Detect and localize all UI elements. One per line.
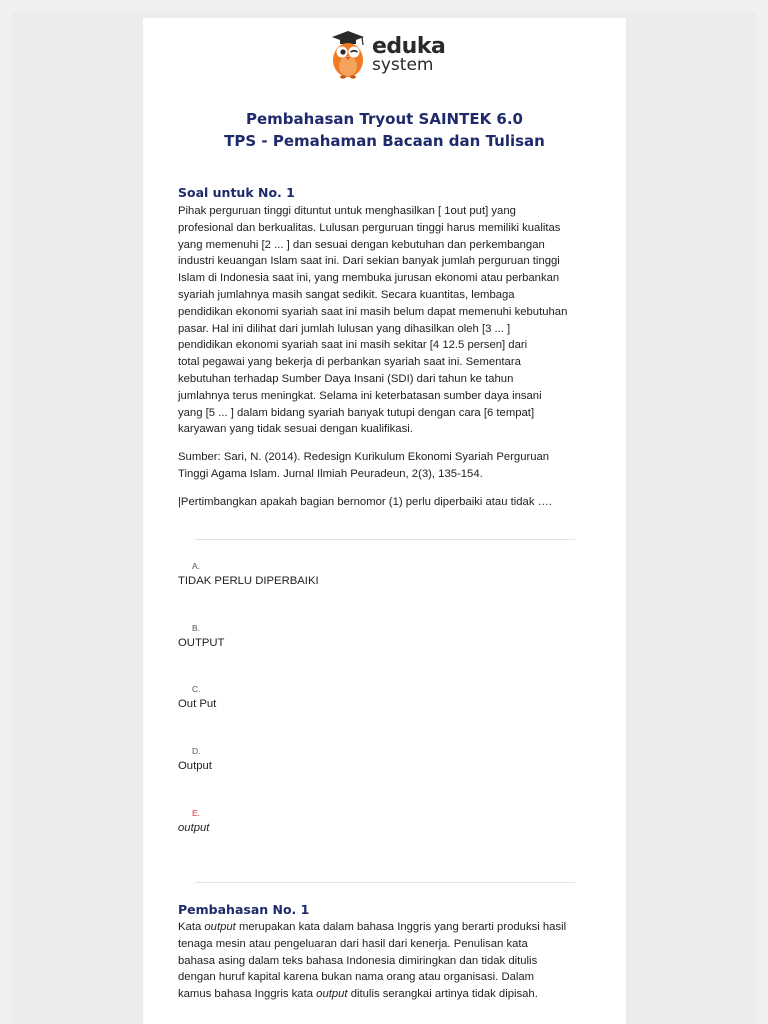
page-title-line2: TPS - Pemahaman Bacaan dan Tulisan xyxy=(224,132,545,150)
passage-line: total pegawai yang bekerja di perbankan syariah saat ini. Sementara xyxy=(178,356,521,369)
source-line: Sumber: Sari, N. (2014). Redesign Kurikulum Ekonomi Syariah Perguruan xyxy=(178,451,550,463)
option-letter: A. xyxy=(192,561,201,571)
explanation-line: dengan huruf kapital karena bukan nama orang atau organisasi. Dalam xyxy=(178,971,535,984)
eduka-logo xyxy=(326,30,446,90)
option-letter: D. xyxy=(192,746,201,756)
explanation-line: tenaga mesin atau pengeluaran dari hasil dari kenerja. Penulisan kata xyxy=(178,937,528,950)
option-text: Output xyxy=(178,760,212,772)
passage-line: pendidikan ekonomi syariah saat ini masih sekitar [4 12.5 persen] dari xyxy=(178,339,528,352)
passage-line: profesional dan berkualitas. Lulusan perguruan tinggi harus memiliki kualitas xyxy=(178,221,561,234)
question-heading: Soal untuk No. 1 xyxy=(178,185,295,200)
passage-line: jumlahnya terus meningkat. Selama ini keterbatasan sumber daya insani xyxy=(178,389,542,402)
owl-graduation-cap-icon xyxy=(326,30,372,80)
explanation-line: Kata output merupakan kata dalam bahasa Inggris yang berarti produksi hasil xyxy=(178,921,567,933)
option-text: OUTPUT xyxy=(178,637,225,649)
divider xyxy=(195,539,575,540)
passage-line: yang [5 ... ] dalam bidang syariah banyak tutupi dengan cara [6 tempat] xyxy=(178,406,535,419)
document-page xyxy=(143,18,626,1024)
explanation-line: bahasa asing dalam teks bahasa Indonesia dimiringkan dan tidak ditulis xyxy=(178,954,538,967)
passage-line: pendidikan ekonomi syariah saat ini masih belum dapat memenuhi kebutuhan xyxy=(178,305,568,318)
source-line: Tinggi Agama Islam. Jurnal Ilmiah Peuradeun, 2(3), 135-154. xyxy=(178,467,483,480)
passage-line: kebutuhan terhadap Sumber Daya Insani (SDI) dari tahun ke tahun xyxy=(178,372,514,385)
logo-text xyxy=(372,36,445,74)
passage-line: industri keuangan Islam saat ini. Dari sekian banyak jumlah perguruan tinggi xyxy=(178,255,560,268)
logo-line1: eduka xyxy=(372,34,446,59)
explanation-heading: Pembahasan No. 1 xyxy=(178,902,310,917)
divider xyxy=(195,882,575,883)
explanation-text xyxy=(178,919,594,1003)
logo-line2: system xyxy=(372,55,434,75)
explanation-line: kamus bahasa Inggris kata output ditulis serangkai artinya tidak dipisah. xyxy=(178,988,538,1001)
italic-term: output xyxy=(204,921,236,933)
question-source xyxy=(178,449,594,483)
option-text: output xyxy=(178,822,210,834)
option-letter: C. xyxy=(192,684,201,694)
passage-line: syariah jumlahnya masih sangat sedikit. Secara kuantitas, lembaga xyxy=(178,288,515,301)
page-title-line1: Pembahasan Tryout SAINTEK 6.0 xyxy=(246,110,523,128)
passage-line: Islam di Indonesia saat ini, yang membuka jurusan ekonomi atau perbankan xyxy=(178,272,560,285)
passage-line: yang memenuhi [2 ... ] dan sesuai dengan kebutuhan dan perkembangan xyxy=(178,238,545,251)
option-text: Out Put xyxy=(178,698,217,710)
option-letter-correct: E. xyxy=(192,808,201,818)
passage-line: Pihak perguruan tinggi dituntut untuk menghasilkan [ 1out put] yang xyxy=(178,205,516,217)
italic-term: output xyxy=(316,988,348,1001)
passage-line: pasar. Hal ini dilihat dari jumlah lulusan yang dihasilkan oleh [3 ... ] xyxy=(178,322,511,335)
question-passage xyxy=(178,203,594,438)
passage-line: karyawan yang tidak sesuai dengan kualifikasi. xyxy=(178,423,413,436)
option-letter: B. xyxy=(192,623,201,633)
question-prompt: |Pertimbangkan apakah bagian bernomor (1) perlu diperbaiki atau tidak …. xyxy=(178,496,553,508)
option-text: TIDAK PERLU DIPERBAIKI xyxy=(178,575,319,587)
